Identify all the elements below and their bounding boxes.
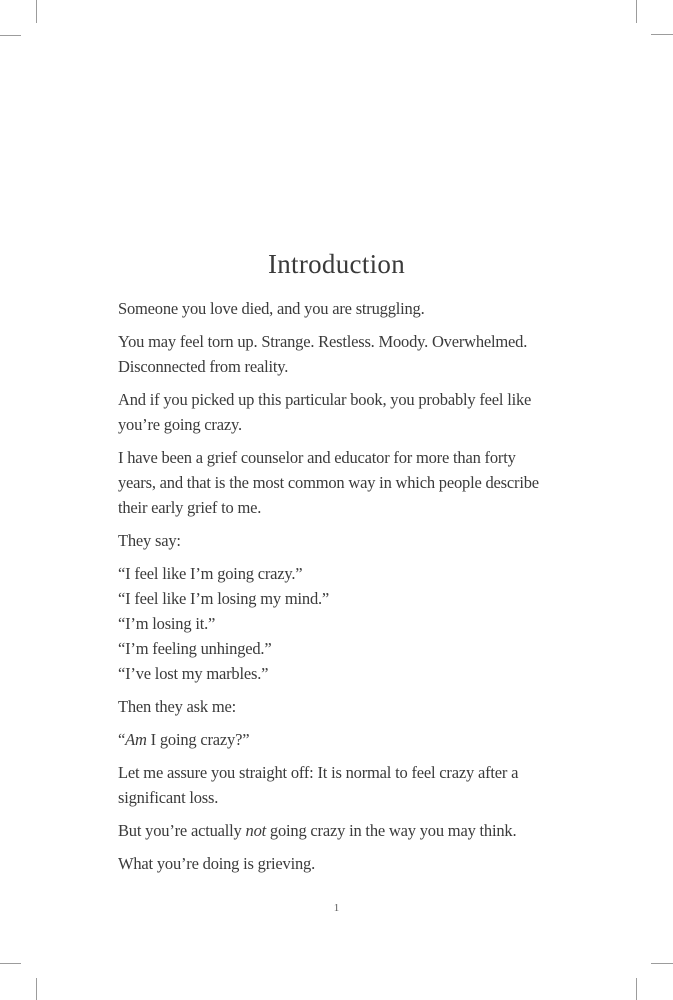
paragraph: Then they ask me: — [118, 697, 237, 716]
paragraph: Someone you love died, and you are struggling. — [118, 299, 425, 318]
chapter-title: Introduction — [267, 249, 406, 279]
paragraph: “I feel like I’m going crazy.” “I feel like I’m losing my mind.” “I’m losing it.” “I’m feeling unhinged.” “I’ve lost my marbles.” — [118, 564, 330, 683]
paragraph: Let me assure you straight off: It is normal to feel crazy after a significant loss. — [118, 763, 519, 807]
paragraph: I have been a grief counselor and educator for more than forty years, and that is the most common way in which people describe their early grief to me. — [118, 448, 539, 517]
crop-mark-bottom-right-horizontal — [651, 963, 673, 964]
paragraph: And if you picked up this particular book, you probably feel like you’re going crazy. — [118, 390, 532, 434]
crop-mark-top-right-vertical — [636, 0, 637, 23]
paragraph: You may feel torn up. Strange. Restless. Moody. Overwhelmed. Disconnected from reality. — [118, 332, 528, 376]
paragraph: But you’re actually not going crazy in the way you may think. — [118, 821, 517, 840]
crop-mark-bottom-left-vertical — [36, 978, 37, 1000]
crop-mark-bottom-left-horizontal — [0, 963, 21, 964]
crop-mark-top-right-horizontal — [651, 34, 673, 35]
crop-mark-bottom-right-vertical — [636, 978, 637, 1000]
body-text — [118, 296, 570, 884]
paragraph: What you’re doing is grieving. — [118, 854, 315, 873]
paragraph: They say: — [118, 531, 181, 550]
crop-mark-top-left-vertical — [36, 0, 37, 23]
crop-mark-top-left-horizontal — [0, 35, 21, 36]
paragraph: “Am I going crazy?” — [118, 730, 250, 749]
page-number: 1 — [333, 902, 340, 914]
